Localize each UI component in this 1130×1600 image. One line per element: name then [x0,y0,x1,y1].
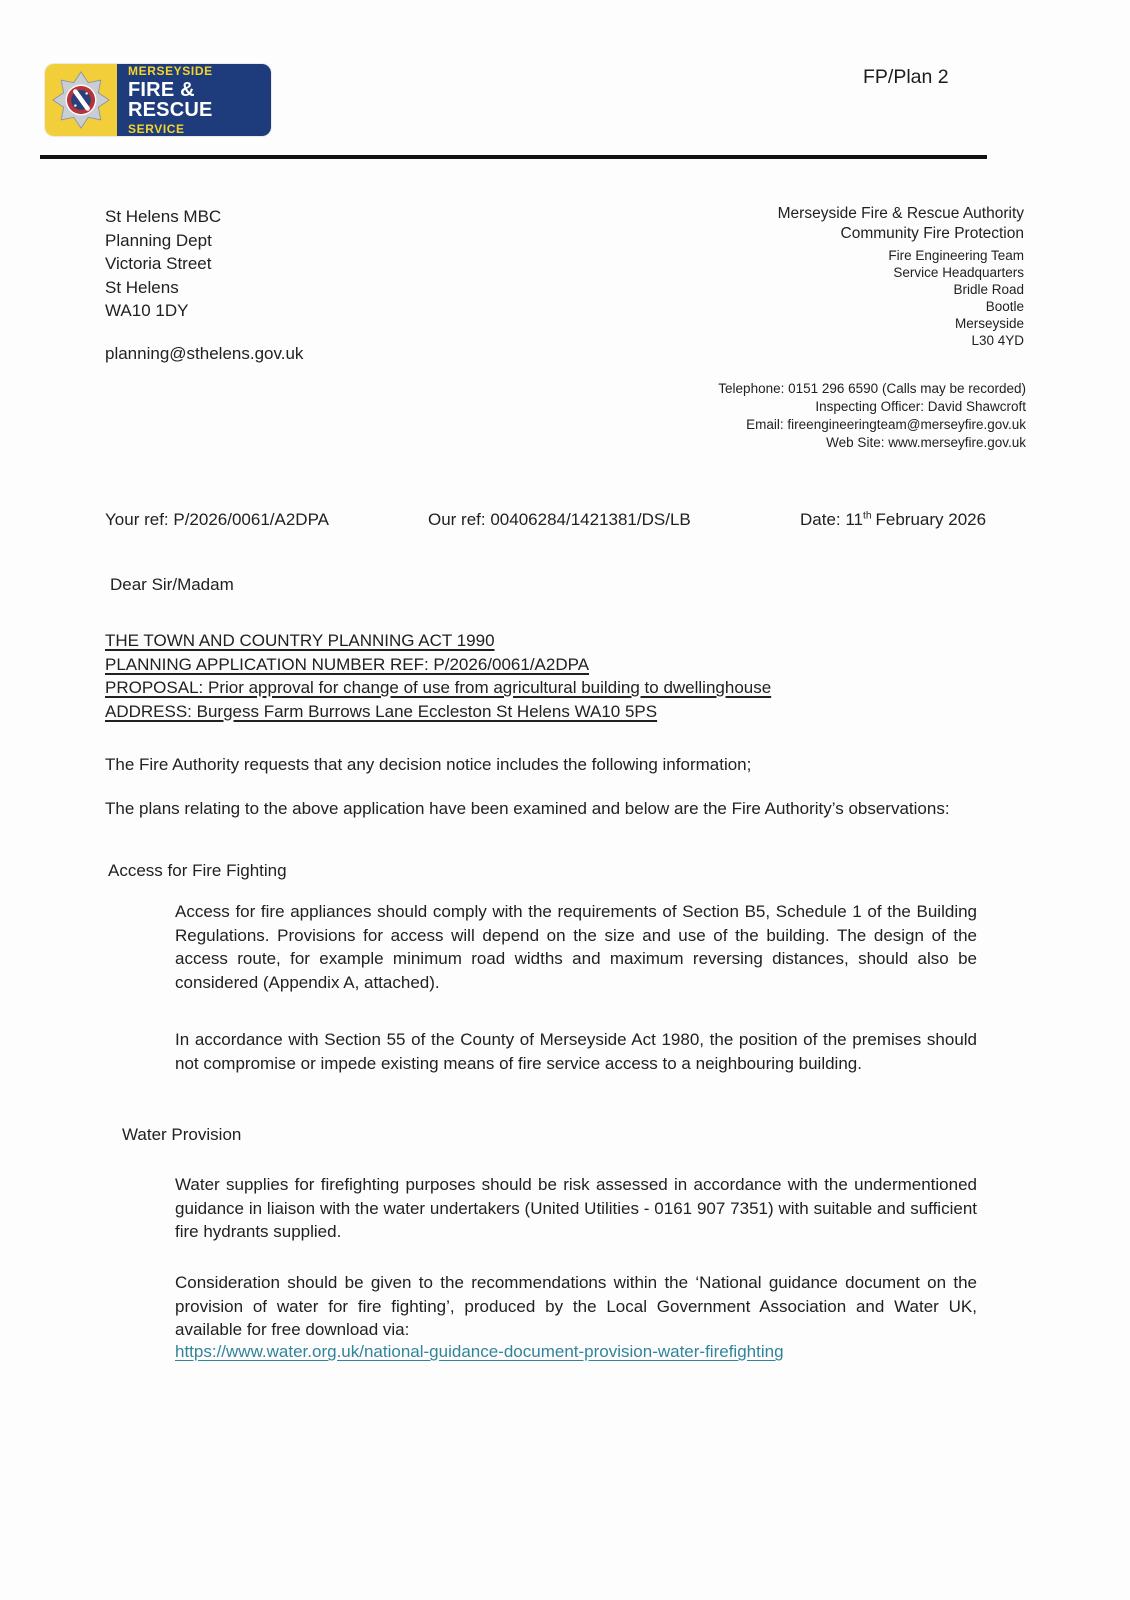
water-paragraph-2: Consideration should be given to the recommendations within the ‘National guidance document on the provision of water for fire fighting’, produced by the Local Government Association and Water UK, available for free download via: [175,1273,977,1339]
recipient-email: planning@sthelens.gov.uk [105,344,304,363]
contact-email: Email: fireengineeringteam@merseyfire.gov.uk [746,417,1026,432]
salutation: Dear Sir/Madam [110,575,234,594]
date-main: Date: 11 [800,510,864,529]
recipient-line: Planning Dept [105,230,212,250]
mfrs-logo [45,64,271,136]
sender-line: L30 4YD [971,333,1024,348]
recipient-address [105,205,221,323]
access-paragraph-1: Access for fire appliances should comply with the requirements of Section B5, Schedule 1 of the Building Regulations. Provisions for access will depend on the size and use of the building. The design of the access route, for example minimum road widths and maximum reversing distances, should also be considered (Appendix A, attached). [175,902,977,992]
letter-date [800,510,986,530]
section-heading-water: Water Provision [122,1125,242,1144]
reference-line [0,510,1130,536]
recipient-line: WA10 1DY [105,301,189,320]
subject-proposal-line: PROPOSAL: Prior approval for change of use from agricultural building to dwellinghouse [105,678,772,697]
water-paragraph-1: Water supplies for firefighting purposes should be risk assessed in accordance with the undermentioned guidance in liaison with the water undertakers (United Utilities - 0161 907 7351) with suitable and sufficient fire hydrants supplied. [175,1175,977,1241]
logo-line-service: SERVICE [128,122,185,136]
plan-reference: FP/Plan 2 [863,66,949,88]
contact-website: Web Site: www.merseyfire.gov.uk [826,435,1026,450]
sender-line: Service Headquarters [893,265,1024,280]
logo-badge-panel [45,64,117,136]
your-ref: Your ref: P/2026/0061/A2DPA [105,510,329,529]
subject-address-line: ADDRESS: Burgess Farm Burrows Lane Eccleston St Helens WA10 5PS [105,701,658,721]
header-divider [40,155,987,159]
recipient-line: Victoria Street [105,254,212,273]
section-heading-access: Access for Fire Fighting [108,861,287,880]
sender-authority: Merseyside Fire & Rescue Authority [777,205,1024,222]
subject-application-ref-line: PLANNING APPLICATION NUMBER REF: P/2026/0061/A2DPA [105,654,590,674]
water-guidance-link[interactable]: https://www.water.org.uk/national-guidance-document-provision-water-firefighting [175,1342,784,1361]
access-paragraph-2: In accordance with Section 55 of the County of Merseyside Act 1980, the position of the premises should not compromise or impede existing means of fire service access to a neighbouring building. [175,1030,977,1073]
date-ordinal: th [863,510,872,522]
intro-paragraph-2: The plans relating to the above application have been examined and below are the Fire Authority’s observations: [105,799,950,818]
subject-act-line: THE TOWN AND COUNTRY PLANNING ACT 1990 [105,631,495,650]
logo-line-fire-rescue: FIRE & RESCUE [128,79,213,121]
sender-address [778,204,1024,349]
logo-wordmark [117,64,271,136]
guidance-link-line [175,1340,784,1364]
recipient-line: St Helens MBC [105,207,222,226]
intro-paragraph-1: The Fire Authority requests that any decision notice includes the following information; [105,755,752,774]
sender-line: Bootle [985,299,1024,314]
sender-department: Community Fire Protection [840,225,1024,242]
logo-line-merseyside: MERSEYSIDE [128,64,213,78]
fire-crest-icon [51,70,111,130]
sender-line: Merseyside [954,316,1024,331]
date-rest: February 2026 [875,510,987,529]
sender-line: Bridle Road [953,282,1024,297]
contact-details [718,380,1026,452]
subject-block [105,629,771,723]
sender-line: Fire Engineering Team [888,248,1024,263]
contact-telephone: Telephone: 0151 296 6590 (Calls may be recorded) [718,381,1026,396]
recipient-line: St Helens [105,277,179,297]
contact-inspecting-officer: Inspecting Officer: David Shawcroft [815,399,1026,414]
our-ref: Our ref: 00406284/1421381/DS/LB [428,510,691,529]
